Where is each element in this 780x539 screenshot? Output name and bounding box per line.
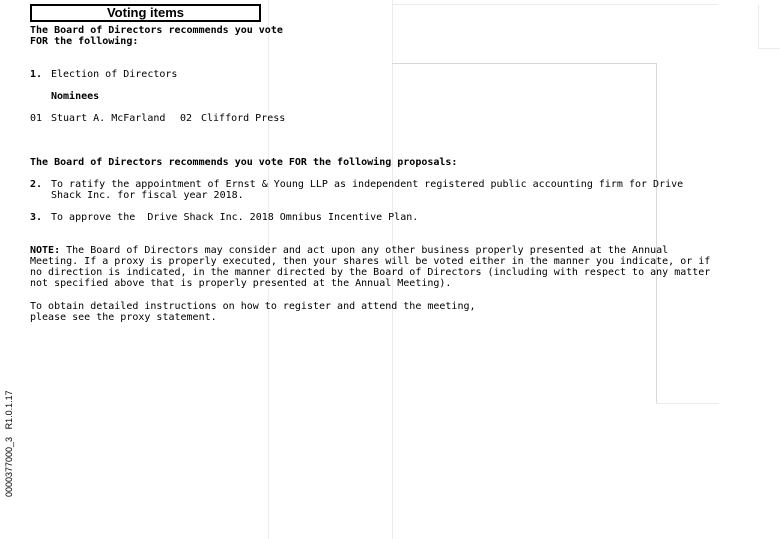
- divider-line: [656, 403, 719, 404]
- divider-line: [392, 4, 718, 5]
- item-number: 3.: [30, 212, 43, 223]
- nominee-code: 01: [30, 113, 43, 124]
- side-code: 0000377000_3 R1.0.1.17: [4, 390, 14, 497]
- item-text: To ratify the appointment of Ernst & Young LLP as independent registered public accounting firm for Drive: [51, 179, 684, 190]
- item-text: Shack Inc. for fiscal year 2018.: [51, 190, 244, 201]
- note-label: NOTE:: [30, 245, 61, 256]
- proposals-header: The Board of Directors recommends you vote FOR the following proposals:: [30, 157, 458, 168]
- item-text: To approve the Drive Shack Inc. 2018 Omnibus Incentive Plan.: [51, 212, 419, 223]
- note-text: not specified above that is properly presented at the Annual Meeting).: [30, 278, 452, 289]
- nominee-code: 02: [180, 113, 193, 124]
- note-text: Meeting. If a proxy is properly executed, then your shares will be voted either in the manner you indicate, or if: [30, 256, 711, 267]
- item-text: Election of Directors: [51, 69, 178, 80]
- divider-line: [656, 63, 657, 403]
- note-text: The Board of Directors may consider and act upon any other business properly presented at the Annual: [60, 245, 669, 256]
- instructions-text: To obtain detailed instructions on how to register and attend the meeting,: [30, 301, 476, 312]
- page-title: Voting items: [30, 4, 261, 22]
- item-number: 1.: [30, 69, 43, 80]
- nominees-label: Nominees: [51, 91, 100, 102]
- note-paragraph: [30, 245, 668, 256]
- nominee-name: Stuart A. McFarland: [51, 113, 166, 124]
- intro-line: The Board of Directors recommends you vote: [30, 25, 283, 36]
- note-text: no direction is indicated, in the manner directed by the Board of Directors (including with respect to any matter: [30, 267, 711, 278]
- divider-line: [392, 63, 656, 64]
- instructions-text: please see the proxy statement.: [30, 312, 217, 323]
- divider-line: [758, 5, 759, 48]
- intro-line: FOR the following:: [30, 36, 139, 47]
- divider-line: [758, 48, 780, 49]
- nominee-name: Clifford Press: [201, 113, 286, 124]
- item-number: 2.: [30, 179, 43, 190]
